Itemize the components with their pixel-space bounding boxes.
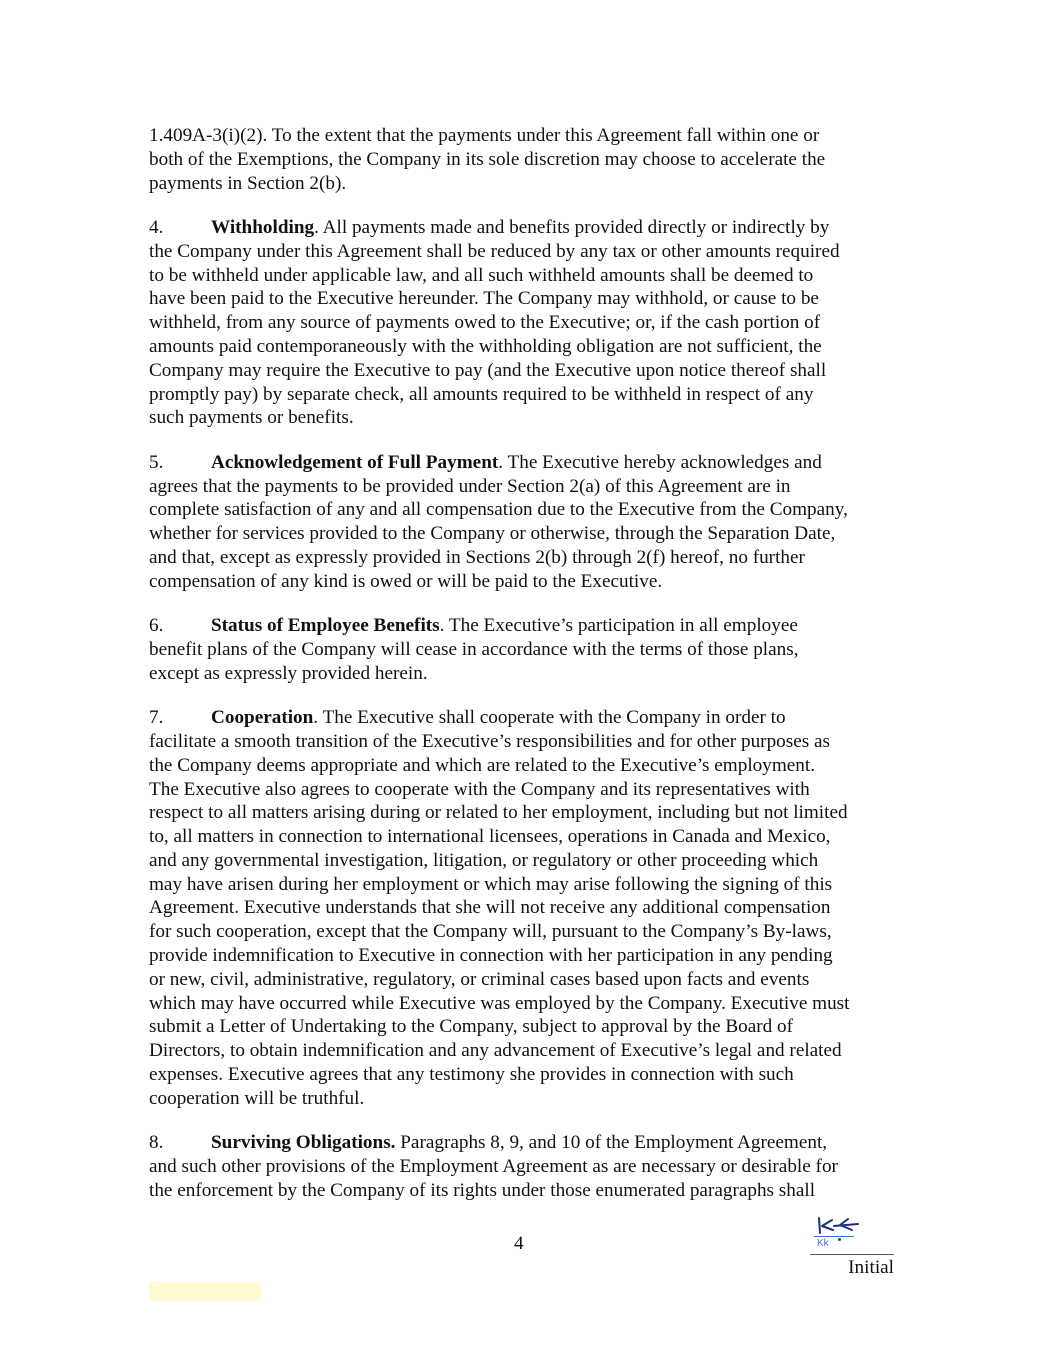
section-first-line xyxy=(149,216,909,240)
text-line: respect to all matters arising during or related to her employment, including but not limited xyxy=(149,802,848,824)
text-line: Agreement. Executive understands that she will not receive any additional compensation xyxy=(149,897,831,919)
text-line: and any governmental investigation, litigation, or regulatory or other proceeding which xyxy=(149,849,819,871)
text-line: complete satisfaction of any and all compensation due to the Executive from the Company, xyxy=(149,499,848,521)
text-line: submit a Letter of Undertaking to the Company, subject to approval by the Board of xyxy=(149,1016,794,1038)
section-number: 4. xyxy=(149,216,164,238)
text-line: Company may require the Executive to pay (and the Executive upon notice thereof shall xyxy=(149,359,827,381)
text-line: expenses. Executive agrees that any testimony she provides in connection with such xyxy=(149,1064,794,1086)
section-heading: Surviving Obligations. xyxy=(211,1132,396,1154)
section-first-line xyxy=(149,706,909,730)
highlight-box xyxy=(149,1282,261,1301)
text-line: and that, except as expressly provided in Sections 2(b) through 2(f) hereof, no further xyxy=(149,546,805,568)
initial-stamp-text: Kk xyxy=(817,1238,829,1249)
text-line: to be withheld under applicable law, and all such withheld amounts shall be deemed to xyxy=(149,264,814,286)
section-heading: Cooperation xyxy=(211,707,314,729)
text-line: cooperation will be truthful. xyxy=(149,1087,365,1109)
text-run: . All payments made and benefits provided directly or indirectly by xyxy=(314,216,830,238)
text-line: to, all matters in connection to international licensees, operations in Canada and Mexico, xyxy=(149,826,831,848)
text-line: provide indemnification to Executive in connection with her participation in any pending xyxy=(149,945,833,967)
text-line: 1.409A-3(i)(2). To the extent that the payments under this Agreement fall within one or xyxy=(149,125,820,146)
section-employee-benefits xyxy=(149,614,909,685)
section-number: 8. xyxy=(149,1132,164,1154)
section-number: 5. xyxy=(149,451,164,473)
initial-block xyxy=(810,1214,894,1284)
section-cooperation xyxy=(149,706,909,1111)
text-line: withheld, from any source of payments owed to the Executive; or, if the cash portion of xyxy=(149,312,821,334)
section-heading: Status of Employee Benefits xyxy=(211,615,440,637)
text-run: . The Executive hereby acknowledges and xyxy=(498,451,822,473)
text-line: facilitate a smooth transition of the Executive’s responsibilities and for other purposes as xyxy=(149,730,830,752)
text-line: Directors, to obtain indemnification and any advancement of Executive’s legal and related xyxy=(149,1040,842,1062)
text-line: benefit plans of the Company will cease in accordance with the terms of those plans, xyxy=(149,638,799,660)
text-run: . The Executive’s participation in all employee xyxy=(439,615,798,637)
text-line: amounts paid contemporaneously with the withholding obligation are not sufficient, the xyxy=(149,335,822,357)
section-acknowledgement xyxy=(149,451,909,594)
page-number: 4 xyxy=(514,1233,524,1254)
text-line: have been paid to the Executive hereunder. The Company may withhold, or cause to be xyxy=(149,288,819,310)
text-run: . The Executive shall cooperate with the Company in order to xyxy=(313,707,786,729)
text-line: The Executive also agrees to cooperate with the Company and its representatives with xyxy=(149,778,810,800)
initial-stamp-dot xyxy=(838,1238,841,1241)
text-line: the Company under this Agreement shall be reduced by any tax or other amounts required xyxy=(149,240,840,262)
text-line: or new, civil, administrative, regulatory, or criminal cases based upon facts and events xyxy=(149,968,810,990)
text-line: may have arisen during her employment or which may arise following the signing of this xyxy=(149,873,833,895)
text-line: payments in Section 2(b). xyxy=(149,172,347,194)
text-line: and such other provisions of the Employment Agreement as are necessary or desirable for xyxy=(149,1156,838,1178)
section-first-line xyxy=(149,1131,909,1155)
section-number: 7. xyxy=(149,707,164,729)
text-line: which may have occurred while Executive was employed by the Company. Executive must xyxy=(149,992,850,1014)
text-line: whether for services provided to the Company or otherwise, through the Separation Date, xyxy=(149,523,836,545)
text-line: agrees that the payments to be provided under Section 2(a) of this Agreement are in xyxy=(149,475,791,497)
section-first-line xyxy=(149,451,909,475)
text-line: such payments or benefits. xyxy=(149,407,354,429)
section-withholding xyxy=(149,216,909,430)
text-line: for such cooperation, except that the Company will, pursuant to the Company’s By-laws, xyxy=(149,921,832,943)
initial-line xyxy=(810,1254,894,1255)
section-heading: Withholding xyxy=(211,216,315,238)
section-surviving-obligations xyxy=(149,1131,909,1202)
text-line: the Company deems appropriate and which are related to the Executive’s employment. xyxy=(149,754,816,776)
initial-signature-icon xyxy=(816,1214,862,1238)
document-body xyxy=(149,124,909,1223)
text-line: the enforcement by the Company of its rights under those enumerated paragraphs shall xyxy=(149,1179,816,1201)
paragraph-continuation xyxy=(149,124,909,195)
text-run: Paragraphs 8, 9, and 10 of the Employment Agreement, xyxy=(395,1132,828,1154)
text-line: both of the Exemptions, the Company in its sole discretion may choose to accelerate the xyxy=(149,148,826,170)
initial-label: Initial xyxy=(848,1257,894,1278)
section-first-line xyxy=(149,614,909,638)
text-line: promptly pay) by separate check, all amounts required to be withheld in respect of any xyxy=(149,383,814,405)
text-line: compensation of any kind is owed or will be paid to the Executive. xyxy=(149,570,663,592)
section-heading: Acknowledgement of Full Payment xyxy=(211,451,499,473)
text-line: except as expressly provided herein. xyxy=(149,662,428,684)
section-number: 6. xyxy=(149,615,164,637)
